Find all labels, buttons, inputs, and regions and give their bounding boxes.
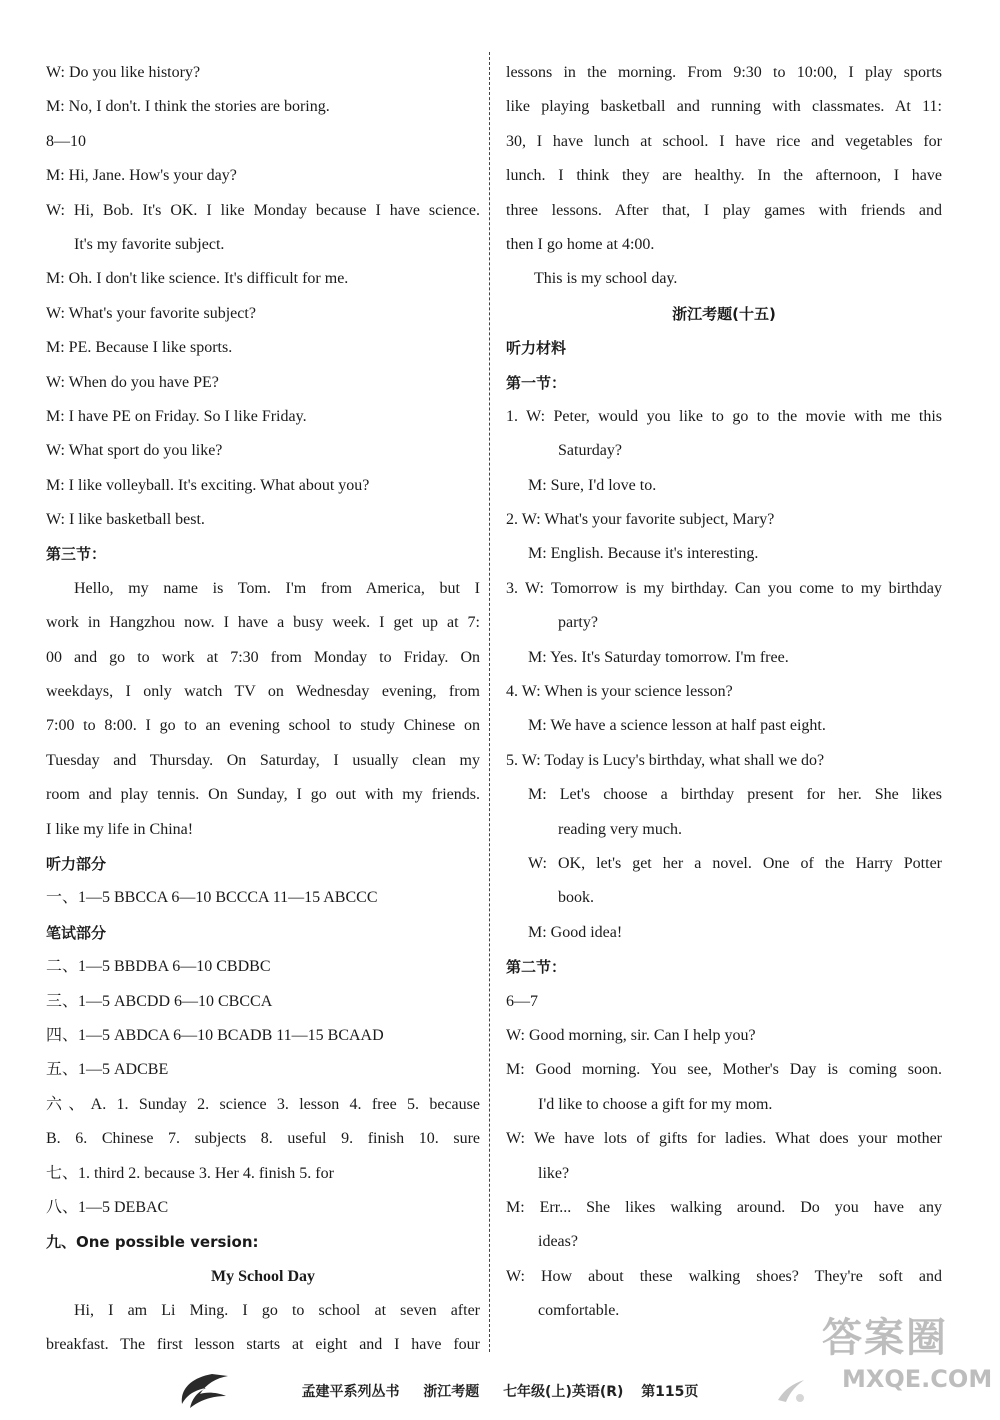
text-line: like playing basketball and running with classmates. At 11: [506, 98, 942, 116]
text-line: B. 6. Chinese 7. subjects 8. useful 9. finish 10. sure [46, 1130, 480, 1148]
text-line: W: OK, let's get her a novel. One of the Harry Potter [528, 854, 942, 872]
text-line: ideas? [538, 1233, 578, 1251]
text-line: weekdays, I only watch TV on Wednesday evening, from [46, 683, 480, 701]
text-line: Tuesday and Thursday. On Saturday, I usually clean my [46, 751, 480, 769]
text-line: 6—7 [506, 992, 538, 1010]
watermark-en: MXQE.COM [842, 1365, 993, 1393]
text-line: I'd like to choose a gift for my mom. [538, 1095, 773, 1113]
section-heading: 九、One possible version: [46, 1233, 259, 1252]
text-line: W: We have lots of gifts for ladies. What does your mother [506, 1130, 942, 1148]
text-line: three lessons. After that, I play games with friends and [506, 201, 942, 219]
text-line: M: Sure, I'd love to. [528, 476, 657, 494]
section-heading: 听力部分 [46, 854, 107, 873]
text-line: W: I like basketball best. [46, 511, 205, 529]
text-line: W: Hi, Bob. It's OK. I like Monday because I have science. [46, 201, 480, 219]
text-line: 1. W: Peter, would you like to go to the movie with me this [506, 407, 942, 425]
text-line: M: English. Because it's interesting. [528, 545, 759, 563]
text-line: This is my school day. [534, 270, 678, 288]
section-heading: 笔试部分 [46, 923, 107, 942]
text-line: 三、1—5 ABCDD 6—10 CBCCA [46, 992, 273, 1010]
text-line: work in Hangzhou now. I have a busy week. I get up at 7: [46, 614, 480, 632]
text-line: 六、A. 1. Sunday 2. science 3. lesson 4. free 5. because [46, 1095, 480, 1113]
text-line: My School Day [211, 1267, 315, 1285]
text-line: 五、1—5 ADCBE [46, 1061, 169, 1079]
text-line: 七、1. third 2. because 3. Her 4. finish 5. for [46, 1164, 334, 1182]
text-line: 一、1—5 BBCCA 6—10 BCCCA 11—15 ABCCC [46, 889, 378, 907]
watermark-logo [822, 1312, 993, 1412]
text-line: room and play tennis. On Sunday, I go out with my friends. [46, 786, 480, 804]
text-line: M: Oh. I don't like science. It's difficult for me. [46, 270, 349, 288]
text-line: W: What's your favorite subject? [46, 304, 256, 322]
right-column [506, 56, 942, 1328]
decorative-ornament-icon [770, 1370, 810, 1410]
text-line: party? [558, 614, 598, 632]
text-line: then I go home at 4:00. [506, 235, 655, 253]
section-heading: 第二节： [506, 958, 567, 977]
text-line: Saturday? [558, 442, 622, 460]
text-line: lunch. I think they are healthy. In the afternoon, I have [506, 167, 942, 185]
text-line: It's my favorite subject. [74, 235, 225, 253]
text-line: M: Good idea! [528, 923, 623, 941]
text-line: 30, I have lunch at school. I have rice and vegetables for [506, 132, 942, 150]
text-line: book. [558, 889, 594, 907]
text-line: lessons in the morning. From 9:30 to 10:00, I play sports [506, 64, 942, 81]
footer-grade: 七年级(上)英语(R) [503, 1384, 624, 1400]
text-line: 8—10 [46, 132, 86, 150]
text-line: M: Hi, Jane. How's your day? [46, 167, 237, 185]
footer-title: 浙江考题 [423, 1384, 480, 1400]
text-line: breakfast. The first lesson starts at eight and I have four [46, 1336, 480, 1354]
text-line: 3. W: Tomorrow is my birthday. Can you come to my birthday [506, 579, 942, 597]
section-heading: 第一节： [506, 373, 567, 392]
text-line: 四、1—5 ABDCA 6—10 BCADB 11—15 BCAAD [46, 1026, 384, 1044]
text-line: I like my life in China! [46, 820, 194, 838]
text-line: W: When do you have PE? [46, 373, 219, 391]
text-line: 八、1—5 DEBAC [46, 1198, 169, 1216]
text-line: 4. W: When is your science lesson? [506, 683, 733, 701]
text-line: 7:00 to 8:00. I go to an evening school to study Chinese on [46, 717, 480, 735]
text-line: 二、1—5 BBDBA 6—10 CBDBC [46, 958, 271, 976]
text-line: M: Let's choose a birthday present for her. She likes [528, 786, 942, 804]
text-line: W: Do you like history? [46, 64, 201, 81]
text-line: like? [538, 1164, 570, 1182]
text-line: 2. W: What's your favorite subject, Mary? [506, 511, 775, 529]
section-heading: 浙江考题(十五) [672, 304, 776, 323]
watermark-cn: 答案圈 [822, 1315, 948, 1361]
text-line: M: I like volleyball. It's exciting. What about you? [46, 476, 370, 494]
column-divider [489, 52, 490, 1352]
text-line: Hi, I am Li Ming. I go to school at seven after [74, 1302, 480, 1320]
text-line: 00 and go to work at 7:30 from Monday to Friday. On [46, 648, 480, 666]
section-heading: 听力材料 [506, 339, 567, 358]
text-line: M: I have PE on Friday. So I like Friday. [46, 407, 307, 425]
text-line: M: PE. Because I like sports. [46, 339, 233, 357]
text-line: reading very much. [558, 820, 682, 838]
text-line: 5. W: Today is Lucy's birthday, what shall we do? [506, 751, 825, 769]
text-line: M: Yes. It's Saturday tomorrow. I'm free. [528, 648, 789, 666]
text-line: M: Good morning. You see, Mother's Day is coming soon. [506, 1061, 942, 1079]
section-heading: 第三节： [46, 545, 107, 564]
text-line: W: Good morning, sir. Can I help you? [506, 1026, 756, 1044]
text-line: Hello, my name is Tom. I'm from America, but I [74, 579, 480, 597]
footer-page-number: 第115页 [641, 1384, 699, 1400]
footer-series: 孟建平系列丛书 [301, 1384, 400, 1400]
text-line: M: Err... She likes walking around. Do you have any [506, 1198, 942, 1216]
text-line: W: How about these walking shoes? They're soft and [506, 1267, 942, 1285]
left-column [46, 56, 480, 1363]
text-line: W: What sport do you like? [46, 442, 223, 460]
text-line: comfortable. [538, 1302, 620, 1320]
text-line: M: No, I don't. I think the stories are boring. [46, 98, 330, 116]
text-line: M: We have a science lesson at half past eight. [528, 717, 826, 735]
